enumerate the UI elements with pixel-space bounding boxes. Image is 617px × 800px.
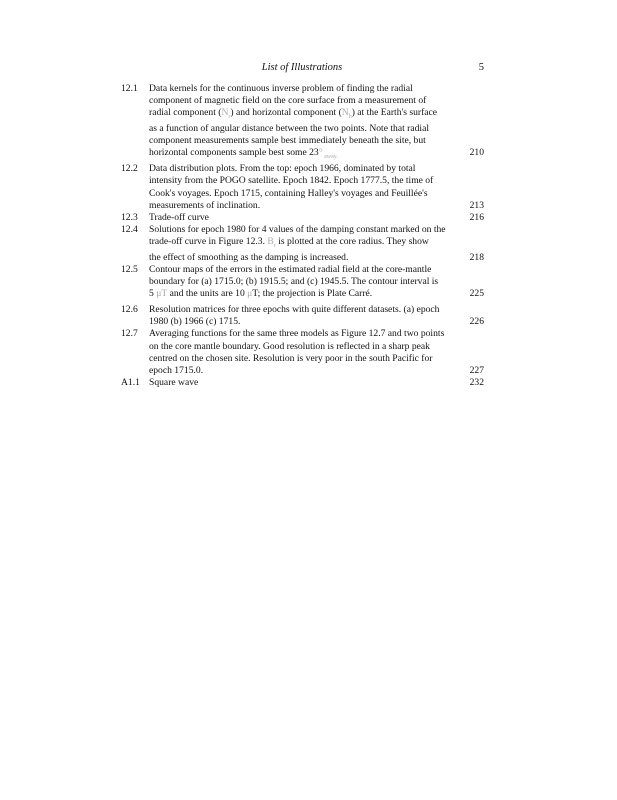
- caption-text: on the core mantle boundary. Good resolution is reflected in a sharp peak: [149, 340, 430, 352]
- entry-page-number: 218: [469, 251, 484, 263]
- caption-line: [149, 123, 484, 135]
- caption-line: [149, 341, 484, 353]
- caption-text: Data distribution plots. From the top: epoch 1966, dominated by total: [149, 163, 416, 175]
- entry-caption: [149, 224, 484, 264]
- caption-text: Contour maps of the errors in the estimated radial field at the core-mantle: [149, 264, 432, 276]
- caption-line: [149, 252, 484, 264]
- caption-line: [149, 188, 484, 200]
- caption-line: [149, 328, 484, 340]
- caption-text: component measurements sample best immediately beneath the site, but: [149, 135, 426, 147]
- entry-page-number: 225: [469, 288, 484, 300]
- entry-number: 12.7: [121, 328, 138, 340]
- caption-line: [149, 147, 484, 163]
- caption-line: [149, 264, 484, 276]
- entry-page-number: 210: [469, 147, 484, 159]
- caption-text: measurements of inclination.: [149, 199, 261, 211]
- caption-segment: °: [318, 147, 323, 159]
- caption-line: [149, 107, 484, 123]
- caption-text: centred on the chosen site. Resolution is very poor in the south Pacific for: [149, 352, 433, 364]
- entry-page-number: 226: [469, 316, 484, 328]
- caption-text: 1980 (b) 1966 (c) 1715.: [149, 316, 241, 328]
- entry-page-number: 216: [469, 211, 484, 223]
- entry-number: 12.2: [121, 163, 138, 175]
- caption-line: [149, 377, 484, 389]
- entry-caption: [149, 83, 484, 163]
- caption-segment: radial component (: [149, 107, 222, 119]
- caption-segment: ) and horizontal component (: [230, 107, 342, 119]
- caption-text: Square wave: [149, 376, 199, 388]
- caption-text: Cook's voyages. Epoch 1715, containing Halley's voyages and Feuillée's: [149, 187, 428, 199]
- caption-line: [149, 135, 484, 147]
- page-number: 5: [478, 62, 484, 73]
- caption-segment: μ: [247, 288, 253, 300]
- entry-number: 12.6: [121, 304, 138, 316]
- illustration-entry: [121, 328, 484, 376]
- caption-line: [149, 224, 484, 236]
- caption-line: [149, 200, 484, 212]
- caption-line: [149, 83, 484, 95]
- caption-text: Data kernels for the continuous inverse problem of finding the radial: [149, 83, 413, 94]
- caption-line: [149, 175, 484, 187]
- entry-caption: [149, 212, 484, 224]
- caption-text: component of magnetic field on the core surface from a measurement of: [149, 95, 427, 107]
- illustration-entry: [121, 304, 484, 328]
- caption-segment: r: [228, 114, 231, 121]
- entry-caption: [149, 377, 484, 389]
- caption-segment: and the units are 10: [167, 288, 248, 300]
- caption-segment: N: [221, 107, 229, 119]
- caption-text: intensity from the POGO satellite. Epoch 1842. Epoch 1777.5, the time of: [149, 175, 434, 187]
- page-header: [120, 62, 484, 76]
- caption-line: [149, 276, 484, 288]
- caption-segment: trade-off curve in Figure 12.3.: [149, 235, 268, 247]
- entry-number: 12.5: [121, 264, 138, 276]
- caption-text: [149, 147, 470, 163]
- caption-line: [149, 95, 484, 107]
- illustration-list: [121, 83, 484, 389]
- caption-line: [149, 212, 484, 224]
- illustration-entry: [121, 224, 484, 264]
- caption-text: [149, 107, 484, 123]
- entry-number: 12.3: [121, 211, 138, 223]
- caption-line: [149, 163, 484, 175]
- illustration-entry: [121, 264, 484, 304]
- caption-text: Solutions for epoch 1980 for 4 values of the damping constant marked on the: [149, 223, 446, 235]
- entry-caption: [149, 264, 484, 304]
- caption-text: the effect of smoothing as the damping is increased.: [149, 251, 349, 263]
- entry-caption: [149, 304, 484, 328]
- caption-segment: μT: [156, 288, 168, 300]
- running-title: List of Illustrations: [261, 62, 343, 73]
- caption-segment: 5: [149, 288, 157, 300]
- illustration-entry: [121, 377, 484, 389]
- caption-text: Trade-off curve: [149, 211, 209, 223]
- caption-segment: T; the projection is Plate Carré.: [252, 288, 373, 300]
- caption-segment: N: [341, 107, 349, 119]
- caption-text: Resolution matrices for three epochs with quite different datasets. (a) epoch: [149, 304, 440, 316]
- entry-number: A1.1: [121, 376, 140, 388]
- entry-page-number: 213: [469, 199, 484, 211]
- caption-line: [149, 353, 484, 365]
- caption-line: [149, 316, 484, 328]
- caption-line: [149, 288, 484, 304]
- caption-segment: away.: [322, 154, 338, 161]
- caption-text: epoch 1715.0.: [149, 364, 204, 376]
- illustration-entry: [121, 83, 484, 163]
- caption-segment: r: [273, 242, 276, 249]
- caption-text: [149, 288, 470, 304]
- caption-text: [149, 236, 484, 252]
- caption-line: [149, 236, 484, 252]
- caption-segment: is plotted at the core radius. They show: [275, 235, 429, 247]
- caption-text: boundary for (a) 1715.0; (b) 1915.5; and (c) 1945.5. The contour interval is: [149, 276, 439, 288]
- entry-number: 12.4: [121, 223, 138, 235]
- caption-segment: horizontal components sample best some 23: [149, 147, 319, 159]
- caption-segment: h: [348, 114, 352, 121]
- entry-caption: [149, 328, 484, 376]
- caption-segment: B: [267, 235, 274, 247]
- illustration-entry: [121, 212, 484, 224]
- caption-segment: ) at the Earth's surface: [351, 107, 438, 119]
- caption-line: [149, 304, 484, 316]
- caption-line: [149, 365, 484, 377]
- illustration-entry: [121, 163, 484, 211]
- entry-number: 12.1: [121, 83, 138, 94]
- caption-text: as a function of angular distance between the two points. Note that radial: [149, 123, 429, 135]
- entry-page-number: 227: [469, 364, 484, 376]
- entry-caption: [149, 163, 484, 211]
- caption-text: Averaging functions for the same three models as Figure 12.7 and two points: [149, 328, 445, 340]
- entry-page-number: 232: [469, 376, 484, 388]
